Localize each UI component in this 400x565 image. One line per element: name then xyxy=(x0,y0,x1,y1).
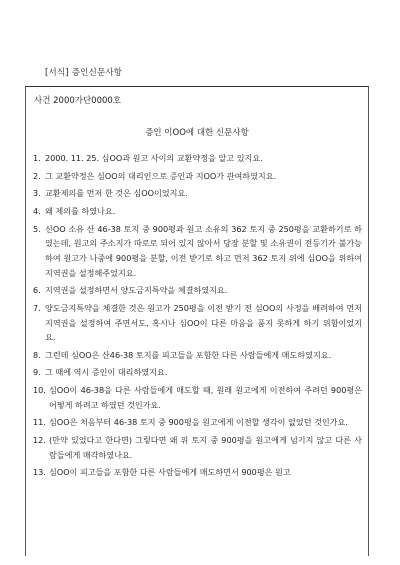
question-item xyxy=(33,465,362,480)
question-text: 심OO이 46-38을 다른 사람들에게 매도할 때, 원래 원고에게 이전하여 주려던 900평은 어떻게 하려고 하였던 것인가요. xyxy=(49,385,362,410)
question-text: 그 교환약정은 심OO의 대리인으로 증인과 지OO가 관여하였지요. xyxy=(45,170,277,181)
question-item xyxy=(33,186,362,201)
question-text: 심OO이 피고들을 포함한 다른 사람들에게 매도하면서 900평은 원고 xyxy=(49,467,291,478)
question-text: 신OO 소유 산 46-38 토지 중 900평과 원고 소유의 362 토지 중 250평을 교환하기로 하였는데, 원고의 주소지가 따로로 되어 있지 않아서 당장 분할 및 소유권이 전등기가 불가능하여 원고가 나중에 900평을 분할, 이전 받기로 하고 먼저 362 토지 위에 심OO을 위하여 지역권을 설정해주었지요. xyxy=(45,223,362,278)
question-item xyxy=(33,222,362,280)
question-number: 4. xyxy=(33,206,41,217)
question-number: 3. xyxy=(33,188,41,199)
question-number: 1. xyxy=(33,153,41,163)
question-list xyxy=(33,151,362,483)
question-item xyxy=(33,169,362,184)
question-number: 7. xyxy=(33,302,41,313)
question-item xyxy=(33,348,362,363)
question-number: 8. xyxy=(33,349,41,360)
question-item xyxy=(33,301,362,345)
question-text: 그 때에 역시 증인이 대리하였지요. xyxy=(45,367,168,378)
question-text: 지역권을 설정하면서 양도금지특약을 체결하였지요. xyxy=(45,285,228,296)
question-number: 10. xyxy=(33,385,46,396)
question-item xyxy=(33,283,362,298)
question-text: 2000. 11. 25. 심OO과 원고 사이의 교환약정을 알고 있지요. xyxy=(45,153,263,163)
question-text: 양도금지특약을 체결한 것은 원고가 250평을 이전 받기 전 심OO의 사정을 배려하여 먼저 지역권을 설정하여 주면서도, 혹시나 심OO이 다른 마음을 품지 못하게 하기 위함이었지요. xyxy=(45,302,362,343)
question-item xyxy=(33,365,362,380)
question-number: 5. xyxy=(33,223,41,234)
document-frame xyxy=(25,86,369,556)
question-number: 12. xyxy=(33,435,46,446)
question-text: (만약 있었다고 한다면) 그렇다면 왜 위 토지 중 900평을 원고에게 넘기지 않고 다른 사람들에게 매각하였나요. xyxy=(49,435,362,460)
question-number: 9. xyxy=(33,367,41,378)
question-text: 교환제의를 먼저 한 것은 심OO이었지요. xyxy=(45,188,188,199)
question-item xyxy=(33,204,362,219)
question-number: 6. xyxy=(33,285,41,296)
document-title: 증인 이OO에 대한 신문사항 xyxy=(145,128,249,138)
question-number: 11. xyxy=(33,417,46,428)
question-item xyxy=(33,433,362,462)
question-number: 2. xyxy=(33,170,41,181)
question-item xyxy=(33,415,362,430)
form-label: [서식] 증인신문사항 xyxy=(45,68,123,78)
question-text: 왜 제의를 하였나요. xyxy=(45,206,116,217)
case-number: 사건 2000가단0000호 xyxy=(34,96,122,106)
question-text: 심OO은 처음부터 46-38 토지 중 900평을 원고에게 이전할 생각이 없었던 것인가요. xyxy=(49,417,348,428)
question-number: 13. xyxy=(33,467,46,478)
question-text: 그런데 심OO은 산46-38 토지를 피고들을 포함한 다른 사람들에게 매도하였지요. xyxy=(45,349,332,360)
question-item xyxy=(33,383,362,412)
question-item xyxy=(33,151,362,166)
